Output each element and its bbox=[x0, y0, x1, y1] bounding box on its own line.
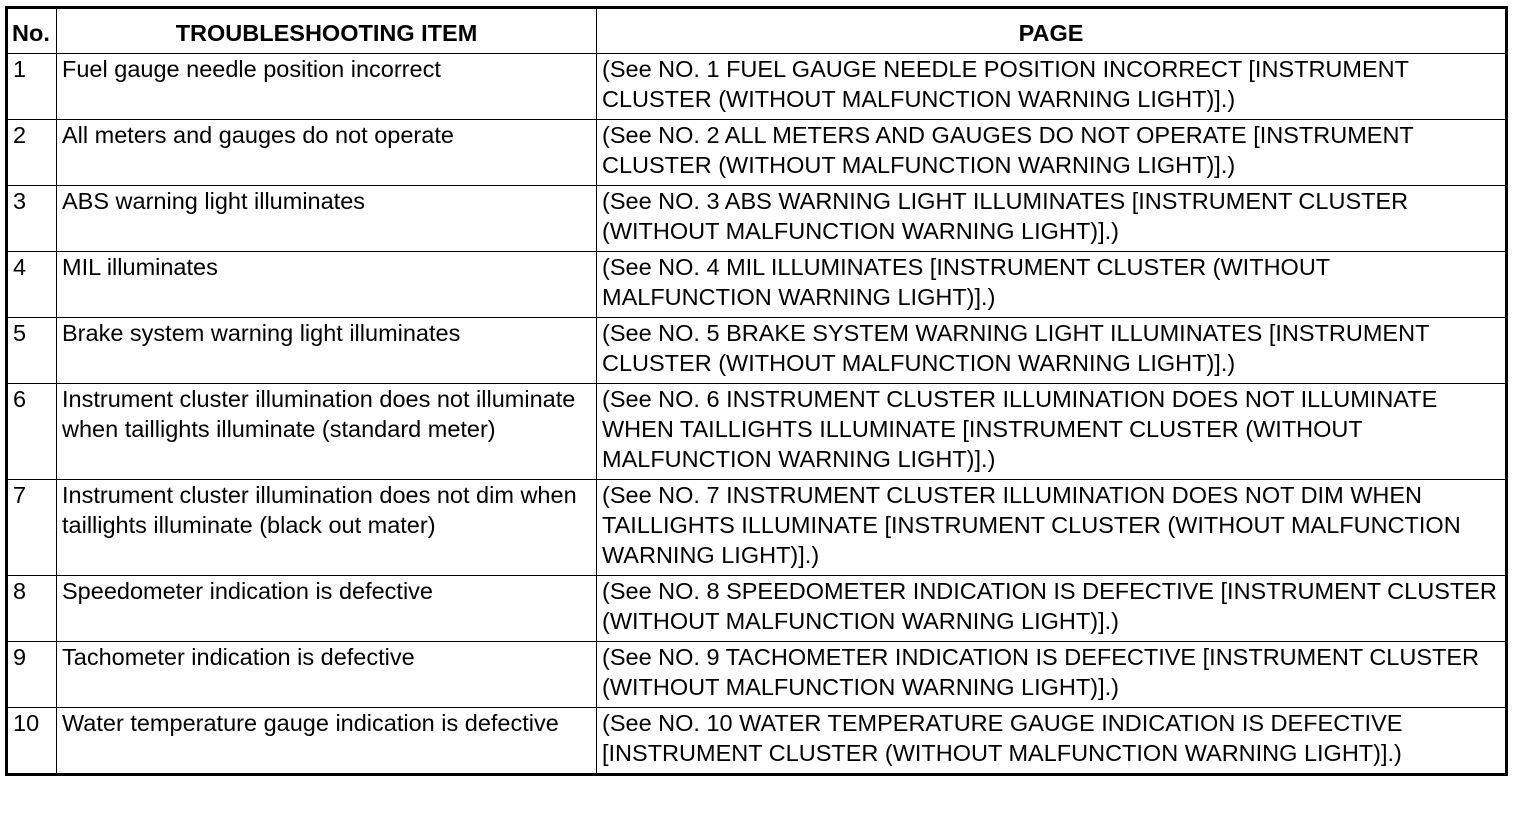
page-reference: (See NO. 8 SPEEDOMETER INDICATION IS DEFECTIVE [INSTRUMENT CLUSTER (WITHOUT MALFUNCTION WARNING LIGHT)].) bbox=[597, 576, 1507, 642]
header-no: No. bbox=[7, 8, 57, 54]
page-reference: (See NO. 3 ABS WARNING LIGHT ILLUMINATES [INSTRUMENT CLUSTER (WITHOUT MALFUNCTION WARNING LIGHT)].) bbox=[597, 186, 1507, 252]
troubleshooting-item: Brake system warning light illuminates bbox=[57, 318, 597, 384]
table-row bbox=[7, 708, 1507, 775]
header-page: PAGE bbox=[597, 8, 1507, 54]
page-reference: (See NO. 6 INSTRUMENT CLUSTER ILLUMINATION DOES NOT ILLUMINATE WHEN TAILLIGHTS ILLUMINATE [INSTRUMENT CLUSTER (WITHOUT MALFUNCTION WARNING LIGHT)].) bbox=[597, 384, 1507, 480]
page-reference: (See NO. 2 ALL METERS AND GAUGES DO NOT OPERATE [INSTRUMENT CLUSTER (WITHOUT MALFUNCTION WARNING LIGHT)].) bbox=[597, 120, 1507, 186]
row-number: 6 bbox=[7, 384, 57, 480]
page-reference: (See NO. 1 FUEL GAUGE NEEDLE POSITION INCORRECT [INSTRUMENT CLUSTER (WITHOUT MALFUNCTION WARNING LIGHT)].) bbox=[597, 54, 1507, 120]
page-reference: (See NO. 10 WATER TEMPERATURE GAUGE INDICATION IS DEFECTIVE [INSTRUMENT CLUSTER (WITHOUT MALFUNCTION WARNING LIGHT)].) bbox=[597, 708, 1507, 775]
table-row bbox=[7, 54, 1507, 120]
table-row bbox=[7, 576, 1507, 642]
troubleshooting-table bbox=[5, 6, 1508, 776]
row-number: 1 bbox=[7, 54, 57, 120]
row-number: 4 bbox=[7, 252, 57, 318]
troubleshooting-item: ABS warning light illuminates bbox=[57, 186, 597, 252]
table-row bbox=[7, 384, 1507, 480]
row-number: 7 bbox=[7, 480, 57, 576]
troubleshooting-item: Tachometer indication is defective bbox=[57, 642, 597, 708]
troubleshooting-item: Fuel gauge needle position incorrect bbox=[57, 54, 597, 120]
table-row bbox=[7, 186, 1507, 252]
table-row bbox=[7, 252, 1507, 318]
header-troubleshooting-item: TROUBLESHOOTING ITEM bbox=[57, 8, 597, 54]
troubleshooting-item: MIL illuminates bbox=[57, 252, 597, 318]
table-row bbox=[7, 480, 1507, 576]
row-number: 5 bbox=[7, 318, 57, 384]
table-row bbox=[7, 120, 1507, 186]
page-reference: (See NO. 7 INSTRUMENT CLUSTER ILLUMINATION DOES NOT DIM WHEN TAILLIGHTS ILLUMINATE [INSTRUMENT CLUSTER (WITHOUT MALFUNCTION WARNING LIGHT)].) bbox=[597, 480, 1507, 576]
row-number: 2 bbox=[7, 120, 57, 186]
row-number: 10 bbox=[7, 708, 57, 775]
row-number: 3 bbox=[7, 186, 57, 252]
troubleshooting-item: Water temperature gauge indication is defective bbox=[57, 708, 597, 775]
row-number: 9 bbox=[7, 642, 57, 708]
troubleshooting-item: Speedometer indication is defective bbox=[57, 576, 597, 642]
table-row bbox=[7, 642, 1507, 708]
troubleshooting-item: Instrument cluster illumination does not dim when taillights illuminate (black out mater) bbox=[57, 480, 597, 576]
troubleshooting-item: All meters and gauges do not operate bbox=[57, 120, 597, 186]
page-reference: (See NO. 4 MIL ILLUMINATES [INSTRUMENT CLUSTER (WITHOUT MALFUNCTION WARNING LIGHT)].) bbox=[597, 252, 1507, 318]
table-row bbox=[7, 318, 1507, 384]
page-reference: (See NO. 9 TACHOMETER INDICATION IS DEFECTIVE [INSTRUMENT CLUSTER (WITHOUT MALFUNCTION WARNING LIGHT)].) bbox=[597, 642, 1507, 708]
row-number: 8 bbox=[7, 576, 57, 642]
page-reference: (See NO. 5 BRAKE SYSTEM WARNING LIGHT ILLUMINATES [INSTRUMENT CLUSTER (WITHOUT MALFUNCTION WARNING LIGHT)].) bbox=[597, 318, 1507, 384]
header-row bbox=[7, 8, 1507, 54]
troubleshooting-item: Instrument cluster illumination does not illuminate when taillights illuminate (standard meter) bbox=[57, 384, 597, 480]
